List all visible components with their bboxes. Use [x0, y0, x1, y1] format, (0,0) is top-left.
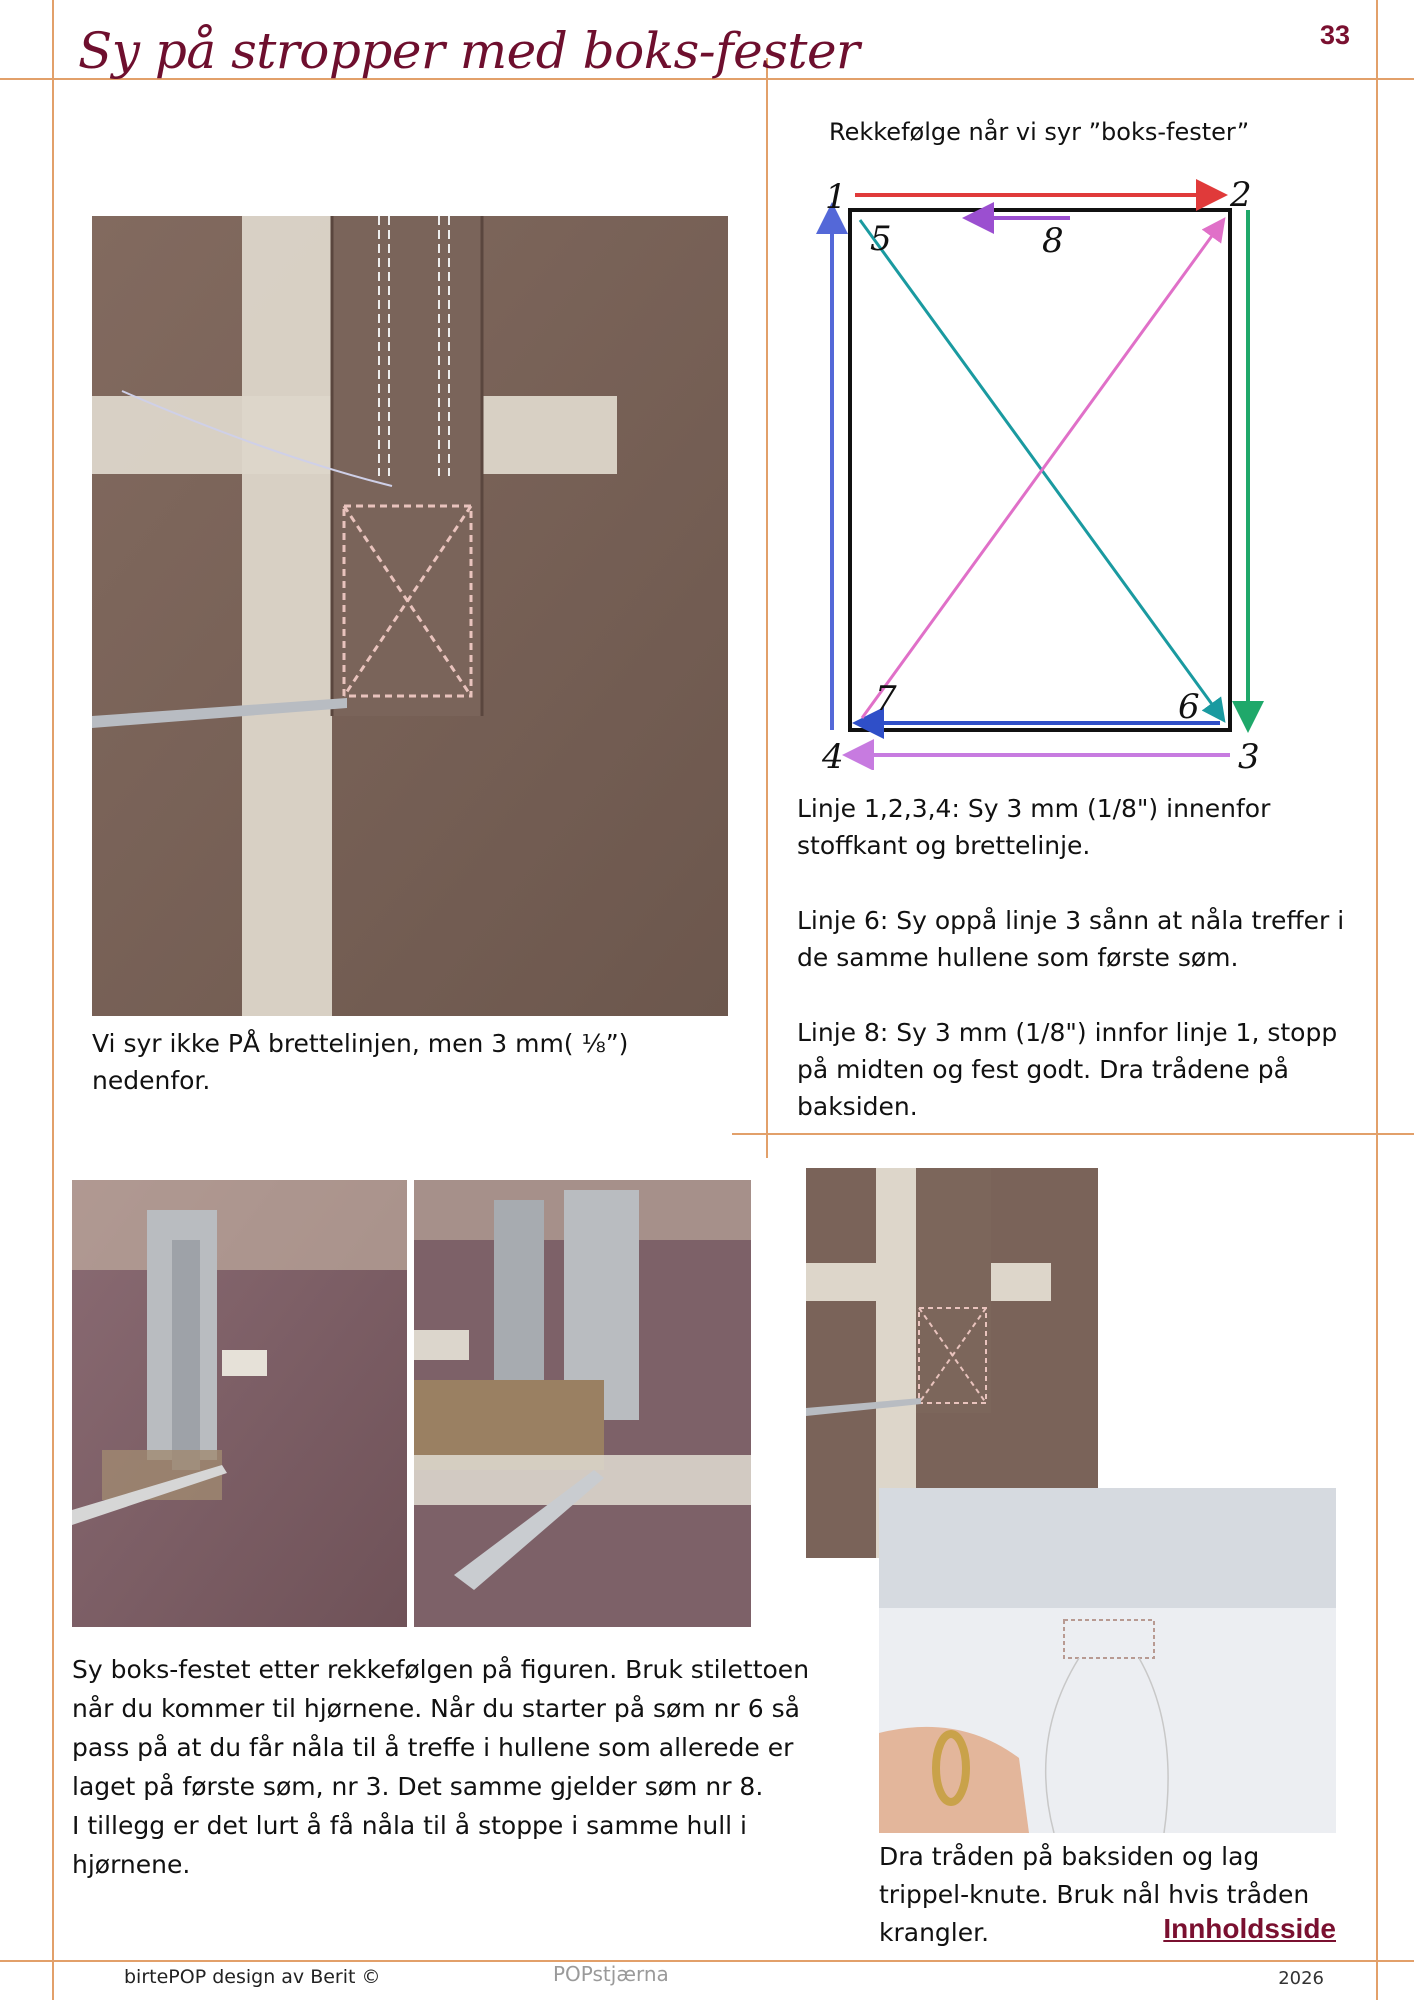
photo-knot-backside: [879, 1488, 1336, 1833]
photo1-caption: Vi syr ikke PÅ brettelinjen, men 3 mm( ⅛”) nedenfor.: [92, 1029, 629, 1095]
label-2: 2: [1230, 175, 1252, 215]
photo-sewing-machine-1: [72, 1180, 407, 1627]
line-8-text: Linje 8: Sy 3 mm (1/8") innfor linje 1, stopp på midten og fest godt. Dra trådene på baksiden.: [797, 1018, 1338, 1121]
footer-credit: birtePOP design av Berit ©: [124, 1966, 381, 1988]
left-rule: [52, 0, 54, 2000]
middle-rule: [732, 1133, 1414, 1135]
sew-text-2: I tillegg er det lurt å få nåla til å stoppe i samme hull i hjørnene.: [72, 1811, 747, 1879]
knot-caption: Dra tråden på baksiden og lag trippel-knute. Bruk nål hvis tråden krangler.: [879, 1842, 1310, 1947]
line-1234-text: Linje 1,2,3,4: Sy 3 mm (1/8") innenfor stoffkant og brettelinje.: [797, 794, 1271, 860]
stitch-order-diagram: [810, 170, 1270, 770]
contents-page-link[interactable]: Innholdsside: [1163, 1913, 1336, 1944]
label-4: 4: [822, 737, 844, 770]
footer-year: 2026: [1278, 1968, 1324, 1989]
instructions-column: [797, 790, 1372, 1125]
sew-text: Sy boks-festet etter rekkefølgen på figuren. Bruk stilettoen når du kommer til hjørnene. Når du starter på søm nr 6 så pass på at du får nåla til å treffe i hullene som allerede er laget på første søm, nr 3. Det samme gjelder søm nr 8.: [72, 1655, 810, 1801]
page-title: Sy på stropper med boks-fester: [78, 22, 860, 80]
diagram-caption: Rekkefølge når vi syr ”boks-fester”: [829, 118, 1250, 146]
photo-sewing-machine-2: [414, 1180, 751, 1627]
label-8: 8: [1042, 221, 1064, 261]
sew-instructions: [72, 1650, 812, 1884]
label-3: 3: [1238, 737, 1260, 770]
page-number: 33: [1319, 20, 1350, 50]
label-5: 5: [870, 219, 892, 259]
label-6: 6: [1178, 687, 1200, 727]
label-1: 1: [825, 177, 847, 217]
footer-brand: POPstjærna: [553, 1962, 669, 1986]
column-divider: [766, 58, 768, 1158]
bottom-rule: [0, 1960, 1414, 1962]
right-rule: [1376, 0, 1378, 2000]
photo-strap-box-stitch: [92, 216, 728, 1016]
line-6-text: Linje 6: Sy oppå linje 3 sånn at nåla treffer i de samme hullene som første søm.: [797, 906, 1345, 972]
label-7: 7: [875, 679, 897, 719]
